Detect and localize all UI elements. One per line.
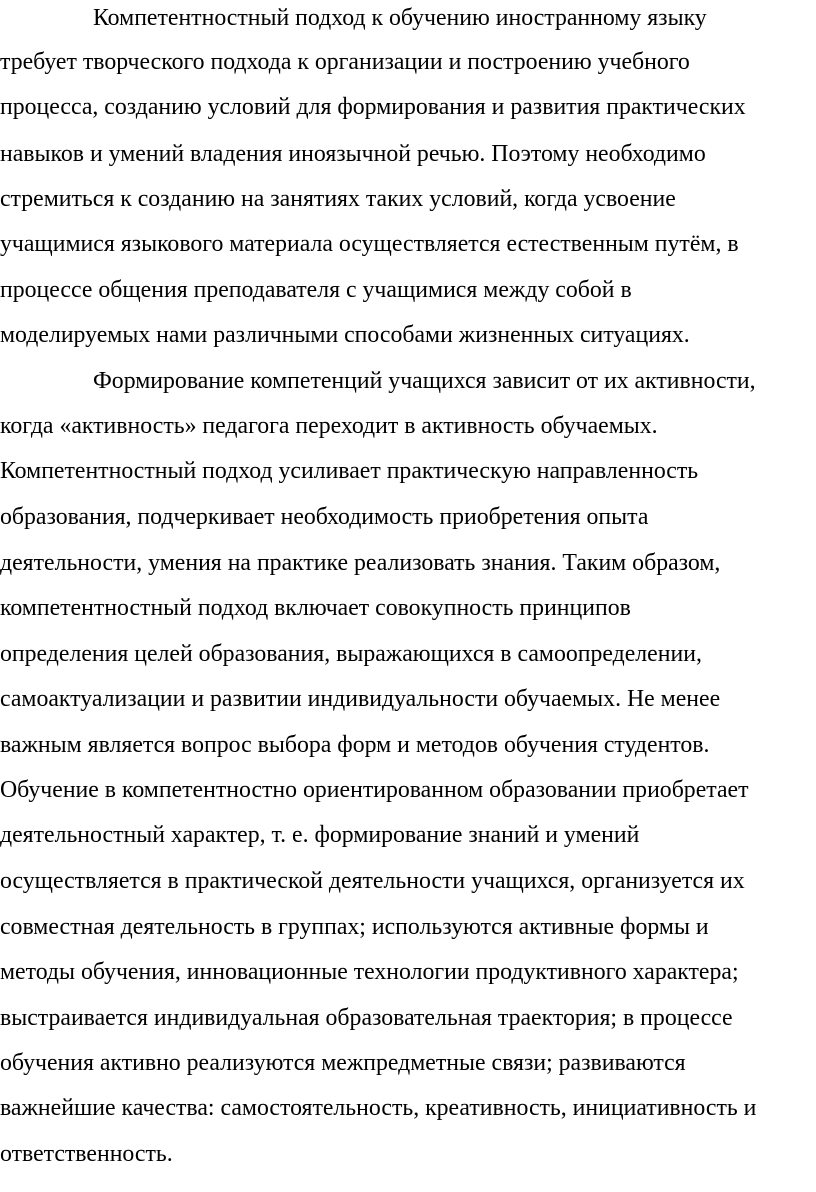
paragraph-line: ответственность. [0, 1141, 173, 1167]
paragraph-line: образования, подчеркивает необходимость приобретения опыта [0, 504, 649, 530]
paragraph-line: процессе общения преподавателя с учащимися между собой в [0, 277, 632, 303]
paragraph-line: моделируемых нами различными способами жизненных ситуациях. [0, 322, 690, 348]
paragraph-line: выстраивается индивидуальная образовательная траектория; в процессе [0, 1005, 733, 1031]
paragraph-line: требует творческого подхода к организации и построению учебного [0, 49, 690, 75]
paragraph-line: важнейшие качества: самостоятельность, креативность, инициативность и [0, 1095, 757, 1121]
paragraph-line: самоактуализации и развитии индивидуальности обучаемых. Не менее [0, 686, 721, 712]
paragraph-line: деятельности, умения на практике реализовать знания. Таким образом, [0, 550, 721, 576]
paragraph-line: компетентностный подход включает совокупность принципов [0, 595, 631, 621]
paragraph-line: важным является вопрос выбора форм и методов обучения студентов. [0, 732, 710, 758]
paragraph-line: совместная деятельность в группах; используются активные формы и [0, 914, 709, 940]
paragraph-line: стремиться к созданию на занятиях таких условий, когда усвоение [0, 186, 676, 212]
paragraph-line: навыков и умений владения иноязычной речью. Поэтому необходимо [0, 141, 706, 167]
paragraph-line: процесса, созданию условий для формирования и развития практических [0, 94, 746, 120]
paragraph-line: Формирование компетенций учащихся зависит от их активности, [93, 368, 756, 394]
paragraph-line: деятельностный характер, т. е. формирование знаний и умений [0, 822, 640, 848]
paragraph-line: Компетентностный подход к обучению иностранному языку [93, 5, 707, 31]
paragraph-line: осуществляется в практической деятельности учащихся, организуется их [0, 868, 745, 894]
paragraph-line: методы обучения, инновационные технологии продуктивного характера; [0, 959, 739, 985]
paragraph-line: Компетентностный подход усиливает практическую направленность [0, 458, 699, 484]
paragraph-line: обучения активно реализуются межпредметные связи; развиваются [0, 1050, 686, 1076]
paragraph-line: Обучение в компетентностно ориентированном образовании приобретает [0, 777, 749, 803]
paragraph-line: определения целей образования, выражающихся в самоопределении, [0, 641, 702, 667]
paragraph-line: когда «активность» педагога переходит в активность обучаемых. [0, 413, 658, 439]
paragraph-line: учащимися языкового материала осуществляется естественным путём, в [0, 231, 739, 257]
